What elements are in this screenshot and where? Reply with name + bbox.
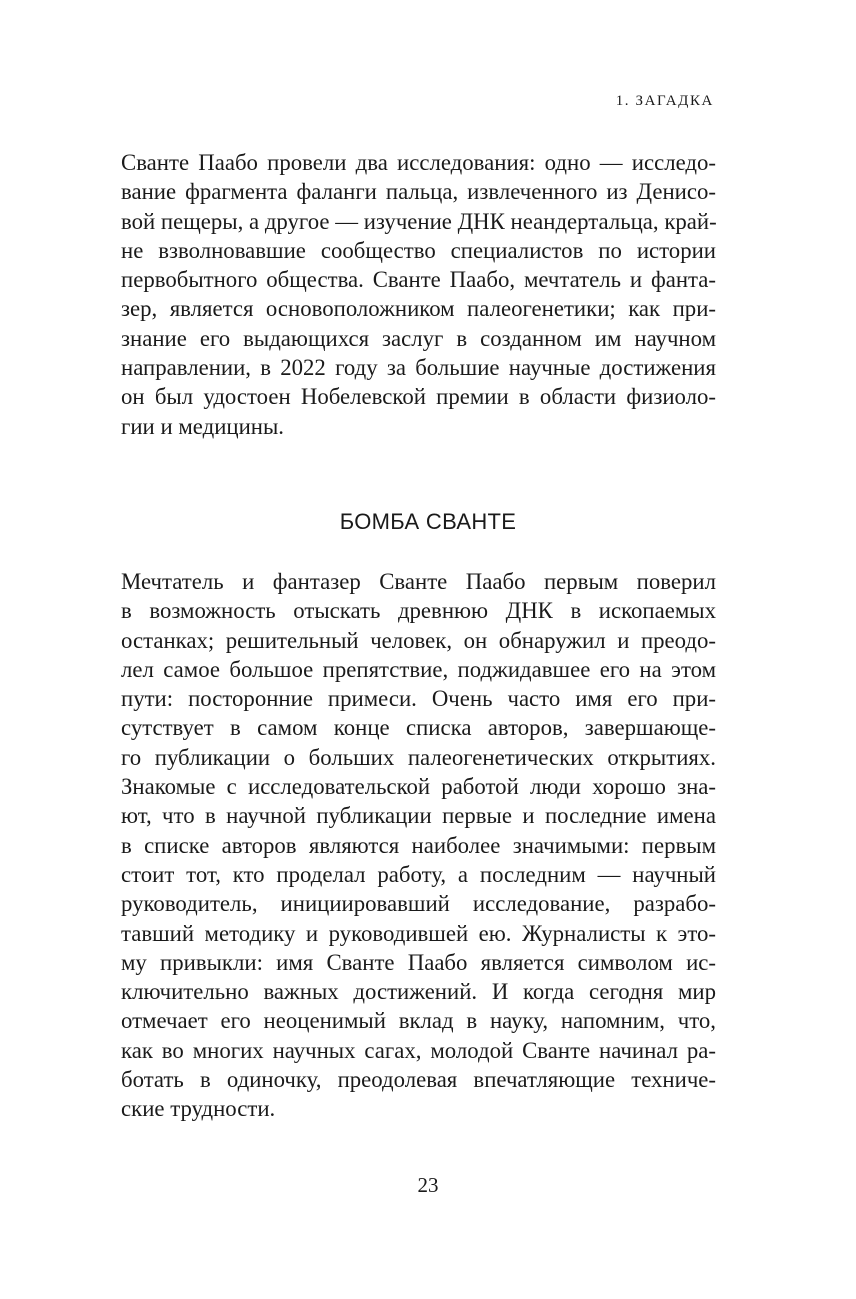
text-line: вание фрагмента фаланги пальца, извлеченного из Денисо- xyxy=(121,179,716,205)
text-line: как во многих научных сагах, молодой Сванте начинал ра- xyxy=(121,1037,716,1063)
running-header: 1. ЗАГАДКА xyxy=(615,93,714,109)
text-line: го публикации о больших палеогенетических открытиях. xyxy=(121,744,716,770)
text-line: ключительно важных достижений. И когда сегодня мир xyxy=(121,979,716,1005)
text-line: ские трудности. xyxy=(121,1096,276,1122)
text-line: руководитель, инициировавший исследование, разрабо- xyxy=(121,891,716,917)
page-number: 23 xyxy=(417,1173,439,1197)
paragraph-2 xyxy=(121,567,716,1124)
text-line: лел самое большое препятствие, поджидавшее его на этом xyxy=(121,656,716,682)
text-line: первобытного общества. Сванте Паабо, мечтатель и фанта- xyxy=(121,267,716,293)
text-line: ботать в одиночку, преодолевая впечатляющие техниче- xyxy=(121,1067,716,1093)
text-line: он был удостоен Нобелевской премии в области физиоло- xyxy=(121,384,716,410)
text-line: Знакомые с исследовательской работой люди хорошо зна- xyxy=(121,774,716,800)
section-heading: БОМБА СВАНТЕ xyxy=(339,509,517,534)
text-line: му привыкли: имя Сванте Паабо является символом ис- xyxy=(121,949,716,975)
text-line: гии и медицины. xyxy=(121,413,285,439)
text-line: зер, является основоположником палеогенетики; как при- xyxy=(121,296,716,322)
text-line: Мечтатель и фантазер Сванте Паабо первым поверил xyxy=(121,569,716,594)
text-line: направлении, в 2022 году за большие научные достижения xyxy=(121,355,716,381)
text-line: знание его выдающихся заслуг в созданном им научном xyxy=(121,325,716,351)
text-line: сутствует в самом конце списка авторов, завершающе- xyxy=(121,715,716,741)
text-line: останках; решительный человек, он обнаружил и преодо- xyxy=(121,627,716,653)
paragraph-1 xyxy=(121,148,716,441)
text-line: Сванте Паабо провели два исследования: одно — исследо- xyxy=(121,150,716,175)
text-line: вой пещеры, а другое — изучение ДНК неандертальца, край- xyxy=(121,208,717,234)
text-line: в списке авторов являются наиболее значимыми: первым xyxy=(121,832,716,858)
text-line: отмечает его неоценимый вклад в науку, напомним, что, xyxy=(121,1008,716,1034)
text-line: в возможность отыскать древнюю ДНК в ископаемых xyxy=(121,598,716,624)
text-line: пути: посторонние примеси. Очень часто имя его при- xyxy=(121,686,716,712)
text-line: тавший методику и руководившей ею. Журналисты к это- xyxy=(121,920,716,946)
text-line: стоит тот, кто проделал работу, а последним — научный xyxy=(121,861,716,887)
text-line: не взволновавшие сообщество специалистов по истории xyxy=(121,237,716,263)
text-line: ют, что в научной публикации первые и последние имена xyxy=(121,803,716,829)
